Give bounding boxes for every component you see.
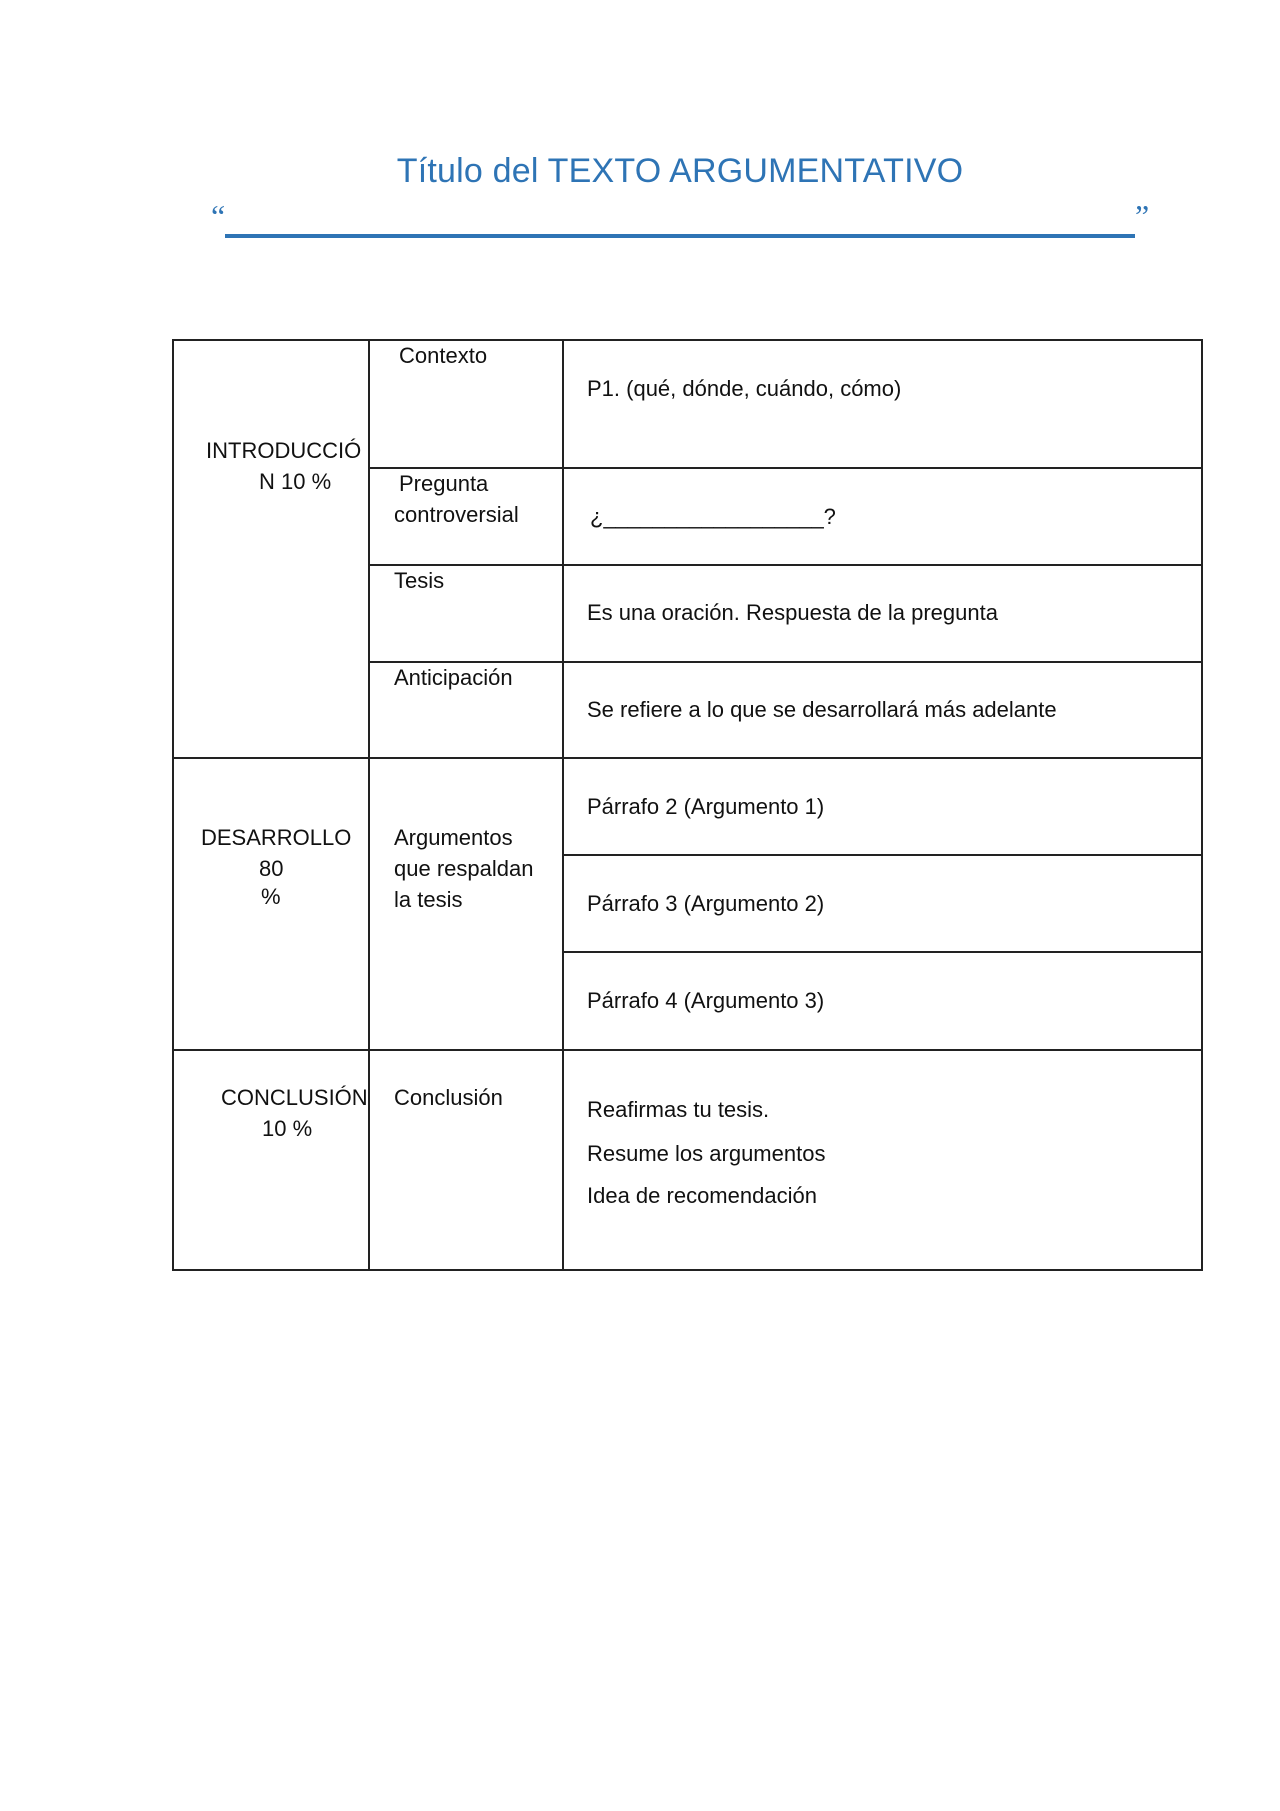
label-conclusion: Conclusión	[394, 1085, 503, 1110]
content-paragraph-2: Párrafo 2 (Argumento 1)	[587, 794, 825, 819]
content-conclusion-line3: Idea de recomendación	[587, 1183, 817, 1208]
table-row-divider	[562, 854, 1203, 856]
table-section-divider	[172, 1049, 1203, 1051]
content-conclusion-line2: Resume los argumentos	[587, 1141, 826, 1166]
label-question-line1: Pregunta	[399, 471, 489, 496]
content-paragraph-4: Párrafo 4 (Argumento 3)	[587, 988, 825, 1013]
section-conclusion-line1: CONCLUSIÓN	[221, 1085, 368, 1110]
label-context: Contexto	[399, 343, 488, 368]
label-question-line2: controversial	[394, 502, 519, 527]
table-border-left	[172, 339, 174, 1271]
content-thesis: Es una oración. Respuesta de la pregunta	[587, 600, 998, 625]
table-section-divider	[172, 757, 1203, 759]
table-row-divider	[562, 951, 1203, 953]
table-col-divider-1	[368, 339, 370, 1271]
table-border-right	[1201, 339, 1203, 1271]
section-development-line1: DESARROLLO	[201, 825, 352, 850]
content-anticipation: Se refiere a lo que se desarrollará más adelante	[587, 697, 1057, 722]
section-conclusion-line2: 10 %	[262, 1116, 313, 1141]
content-paragraph-3: Párrafo 3 (Argumento 2)	[587, 891, 825, 916]
section-introduction-line2: N 10 %	[259, 469, 332, 494]
content-context: P1. (qué, dónde, cuándo, cómo)	[587, 376, 902, 401]
table-row-divider	[368, 564, 1203, 566]
content-question: ¿__________________?	[590, 504, 836, 529]
content-conclusion-line1: Reafirmas tu tesis.	[587, 1097, 770, 1122]
label-arguments-line1: Argumentos	[394, 825, 513, 850]
label-arguments-line2: que respaldan	[394, 856, 534, 881]
section-development-line3: %	[261, 884, 281, 909]
title-blank-line	[225, 234, 1135, 238]
table-border-top	[172, 339, 1203, 341]
label-arguments-line3: la tesis	[394, 887, 463, 912]
section-development-line2: 80	[259, 856, 284, 881]
label-thesis: Tesis	[394, 568, 445, 593]
section-introduction-line1: INTRODUCCIÓ	[206, 438, 362, 463]
document-title: Título del TEXTO ARGUMENTATIVO	[396, 152, 964, 190]
close-quote: ”	[1135, 198, 1150, 234]
table-row-divider	[368, 467, 1203, 469]
open-quote: “	[211, 198, 226, 234]
table-border-bottom	[172, 1269, 1203, 1271]
table-col-divider-2	[562, 339, 564, 1271]
label-anticipation: Anticipación	[394, 665, 513, 690]
